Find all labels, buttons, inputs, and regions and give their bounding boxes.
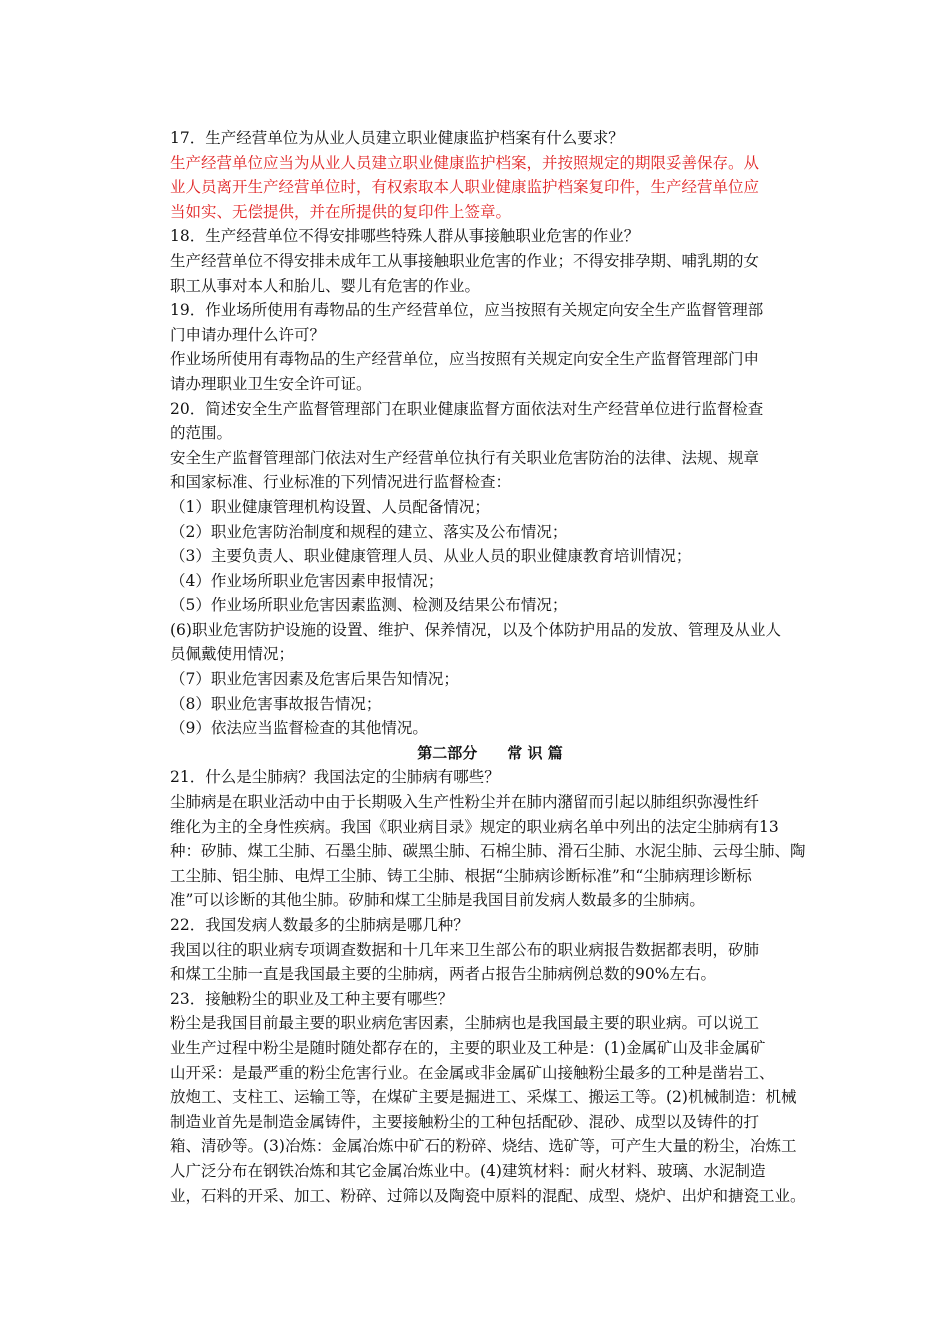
question-20-line-1: 20．简述安全生产监督管理部门在职业健康监督方面依法对生产经营单位进行监督检查 xyxy=(170,399,764,418)
answer-17-line-3: 当如实、无偿提供，并在所提供的复印件上签章。 xyxy=(170,202,512,221)
list-item: （7）职业危害因素及危害后果告知情况； xyxy=(170,670,459,689)
question-23: 23．接触粉尘的职业及工种主要有哪些？ xyxy=(170,989,454,1008)
list-item: （4）作业场所职业危害因素申报情况； xyxy=(170,571,444,590)
question-17: 17．生产经营单位为从业人员建立职业健康监护档案有什么要求？ xyxy=(170,129,624,147)
answer-21-line-3: 种：矽肺、煤工尘肺、石墨尘肺、碳黑尘肺、石棉尘肺、滑石尘肺、水泥尘肺、云母尘肺、陶 xyxy=(170,842,806,861)
answer-19-line-1: 作业场所使用有毒物品的生产经营单位，应当按照有关规定向安全生产监督管理部门申 xyxy=(170,350,760,369)
answer-23-line-4: 放炮工、支柱工、运输工等，在煤矿主要是掘进工、采煤工、搬运工等。(2)机械制造：机械 xyxy=(170,1088,797,1107)
answer-20-line-1: 安全生产监督管理部门依法对生产经营单位执行有关职业危害防治的法律、法规、规章 xyxy=(170,448,760,467)
list-item: （9）依法应当监督检查的其他情况。 xyxy=(170,719,428,738)
answer-17-line-1: 生产经营单位应当为从业人员建立职业健康监护档案，并按照规定的期限妥善保存。从 xyxy=(170,153,760,172)
answer-22-line-2: 和煤工尘肺一直是我国最主要的尘肺病，两者占报告尘肺病例总数的90%左右。 xyxy=(170,965,716,984)
answer-17-line-2: 业人员离开生产经营单位时，有权索取本人职业健康监护档案复印件，生产经营单位应 xyxy=(170,178,760,197)
list-item: （8）职业危害事故报告情况； xyxy=(170,694,382,713)
question-22: 22．我国发病人数最多的尘肺病是哪几种？ xyxy=(170,916,469,934)
answer-21-line-2: 维化为主的全身性疾病。我国《职业病目录》规定的职业病名单中列出的法定尘肺病有13 xyxy=(170,817,779,836)
list-item: （3）主要负责人、职业健康管理人员、从业人员的职业健康教育培训情况； xyxy=(170,547,692,566)
answer-23-line-7: 人广泛分布在钢铁冶炼和其它金属冶炼业中。(4)建筑材料：耐火材料、玻璃、水泥制造 xyxy=(170,1161,766,1180)
list-item: （1）职业健康管理机构设置、人员配备情况； xyxy=(170,497,490,516)
list-item: 员佩戴使用情况； xyxy=(170,645,295,664)
question-19-line-2: 门申请办理什么许可？ xyxy=(170,325,326,344)
answer-21-line-4: 工尘肺、铝尘肺、电焊工尘肺、铸工尘肺、根据“尘肺病诊断标准”和“尘肺病理诊断标 xyxy=(170,866,752,885)
list-item: （2）职业危害防治制度和规程的建立、落实及公布情况； xyxy=(170,522,568,541)
document-page xyxy=(170,126,810,1208)
answer-23-line-8: 业，石料的开采、加工、粉碎、过筛以及陶瓷中原料的混配、成型、烧炉、出炉和搪瓷工业。 xyxy=(170,1186,806,1205)
list-item: （5）作业场所职业危害因素监测、检测及结果公布情况； xyxy=(170,596,568,615)
answer-23-line-6: 箱、清砂等。(3)冶炼：金属冶炼中矿石的粉碎、烧结、选矿等，可产生大量的粉尘，冶炼工 xyxy=(170,1137,797,1156)
answer-18-line-1: 生产经营单位不得安排未成年工从事接触职业危害的作业；不得安排孕期、哺乳期的女 xyxy=(170,251,760,270)
answer-21-line-1: 尘肺病是在职业活动中由于长期吸入生产性粉尘并在肺内潴留而引起以肺组织弥漫性纤 xyxy=(170,793,760,812)
answer-23-line-5: 制造业首先是制造金属铸件，主要接触粉尘的工种包括配砂、混砂、成型以及铸件的打 xyxy=(170,1112,760,1131)
answer-23-line-3: 山开采：是最严重的粉尘危害行业。在金属或非金属矿山接触粉尘最多的工种是凿岩工、 xyxy=(170,1063,775,1082)
question-21: 21．什么是尘肺病？我国法定的尘肺病有哪些？ xyxy=(170,768,500,787)
question-19-line-1: 19．作业场所使用有毒物品的生产经营单位，应当按照有关规定向安全生产监督管理部 xyxy=(170,301,764,320)
section-heading: 第二部分 常 识 篇 xyxy=(417,743,563,762)
question-20-line-2: 的范围。 xyxy=(170,424,233,443)
answer-20-line-2: 和国家标准、行业标准的下列情况进行监督检查： xyxy=(170,473,512,492)
answer-19-line-2: 请办理职业卫生安全许可证。 xyxy=(170,374,372,393)
answer-22-line-1: 我国以往的职业病专项调查数据和十几年来卫生部公布的职业病报告数据都表明，矽肺 xyxy=(170,940,760,959)
answer-23-line-2: 业生产过程中粉尘是随时随处都存在的，主要的职业及工种是：(1)金属矿山及非金属矿 xyxy=(170,1038,766,1057)
question-18: 18．生产经营单位不得安排哪些特殊人群从事接触职业危害的作业？ xyxy=(170,227,640,246)
answer-21-line-5: 准”可以诊断的其他尘肺。矽肺和煤工尘肺是我国目前发病人数最多的尘肺病。 xyxy=(170,891,705,910)
list-item: (6)职业危害防护设施的设置、维护、保养情况，以及个体防护用品的发放、管理及从业人 xyxy=(170,620,781,639)
answer-23-line-1: 粉尘是我国目前最主要的职业病危害因素，尘肺病也是我国最主要的职业病。可以说工 xyxy=(170,1014,760,1033)
answer-18-line-2: 职工从事对本人和胎儿、婴儿有危害的作业。 xyxy=(170,276,481,295)
